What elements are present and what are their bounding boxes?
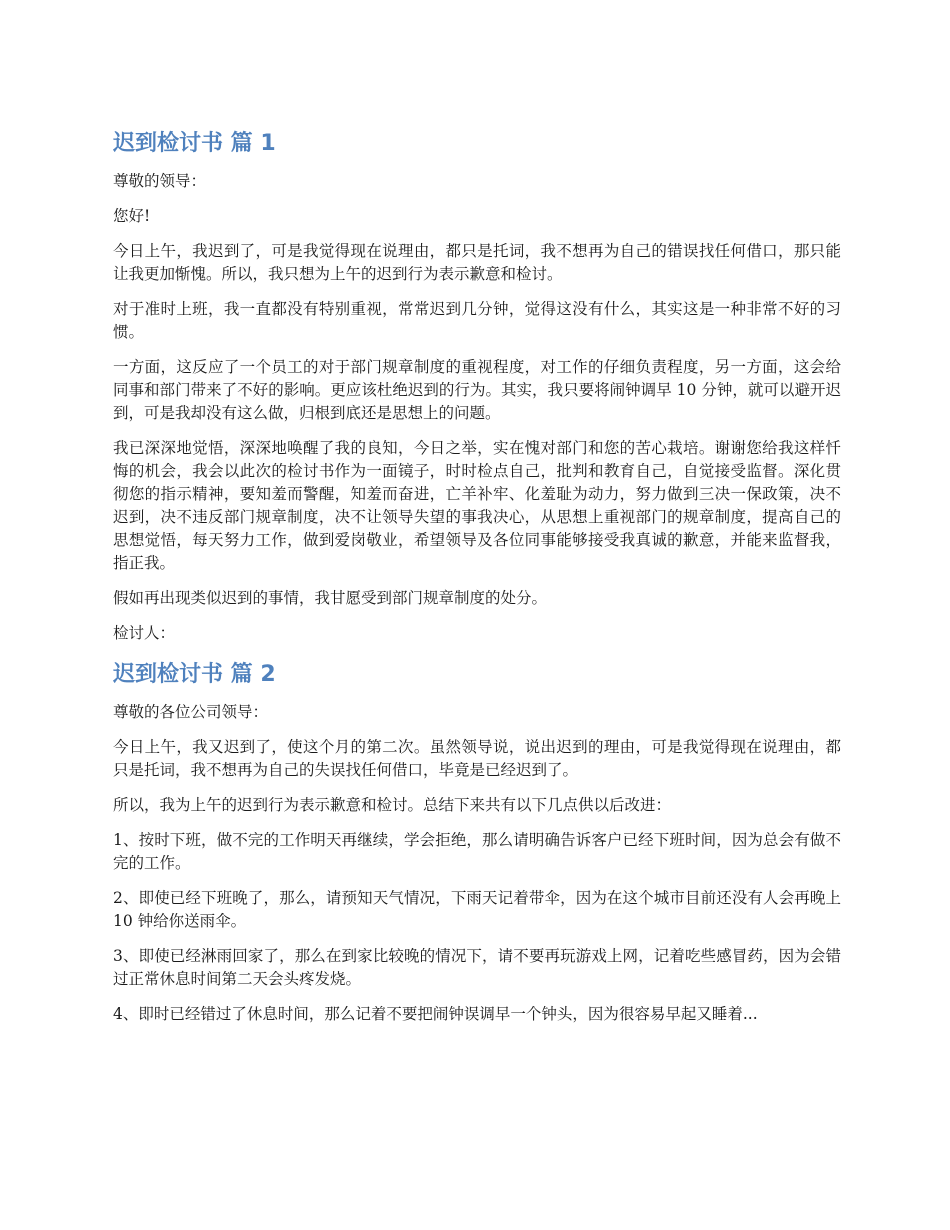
section-1-paragraph: 一方面，这反应了一个员工的对于部门规章制度的重视程度，对工作的仔细负责程度，另一方面，这会给同事和部门带来了不好的影响。更应该杜绝迟到的行为。其实，我只要将闹钟调早 10 分钟，就可以避开迟到，可是我却没有这么做，归根到底还是思想上的问题。 bbox=[113, 358, 841, 422]
section-1-title: 迟到检讨书 篇 1 bbox=[113, 131, 276, 156]
section-1-paragraph: 今日上午，我迟到了，可是我觉得现在说理由，都只是托词，我不想再为自己的错误找任何借口，那只能让我更加惭愧。所以，我只想为上午的迟到行为表示歉意和检讨。 bbox=[113, 242, 841, 283]
section-2-list-item: 3、即使已经淋雨回家了，那么在到家比较晚的情况下，请不要再玩游戏上网，记着吃些感冒药，因为会错过正常休息时间第二天会头疼发烧。 bbox=[113, 947, 841, 988]
section-2-paragraph: 今日上午，我又迟到了，使这个月的第二次。虽然领导说，说出迟到的理由，可是我觉得现在说理由，都只是托词，我不想再为自己的失误找任何借口，毕竟是已经迟到了。 bbox=[113, 738, 841, 779]
section-2-paragraph: 尊敬的各位公司领导： bbox=[113, 703, 269, 721]
section-2-list-item: 1、按时下班，做不完的工作明天再继续，学会拒绝，那么请明确告诉客户已经下班时间，因为总会有做不完的工作。 bbox=[113, 831, 841, 872]
section-2-paragraph: 所以，我为上午的迟到行为表示歉意和检讨。总结下来共有以下几点供以后改进： bbox=[113, 796, 672, 814]
section-1-paragraph: 您好! bbox=[113, 207, 151, 225]
document-page bbox=[113, 128, 841, 1038]
section-1-paragraph: 假如再出现类似迟到的事情，我甘愿受到部门规章制度的处分。 bbox=[113, 589, 548, 607]
section-1-paragraph: 尊敬的领导： bbox=[113, 172, 207, 190]
section-2-list-item: 4、即时已经错过了休息时间，那么记着不要把闹钟误调早一个钟头，因为很容易早起又睡着... bbox=[113, 1005, 758, 1023]
section-1-paragraph: 我已深深地觉悟，深深地唤醒了我的良知，今日之举，实在愧对部门和您的苦心栽培。谢谢您给我这样忏悔的机会，我会以此次的检讨书作为一面镜子，时时检点自己，批判和教育自己，自觉接受监督。深化贯彻您的指示精神，要知羞而警醒，知羞而奋进，亡羊补牢、化羞耻为动力，努力做到三决一保政策，决不迟到，决不违反部门规章制度，决不让领导失望的事我决心，从思想上重视部门的规章制度，提高自己的思想觉悟，每天努力工作，做到爱岗敬业，希望领导及各位同事能够接受我真诚的歉意，并能来监督我，指正我。 bbox=[113, 439, 841, 572]
section-2-title: 迟到检讨书 篇 2 bbox=[113, 662, 276, 687]
section-1-signature: 检讨人： bbox=[113, 624, 176, 642]
section-2-list-item: 2、即使已经下班晚了，那么，请预知天气情况，下雨天记着带伞，因为在这个城市目前还没有人会再晚上 10 钟给你送雨伞。 bbox=[113, 889, 841, 930]
section-1-paragraph: 对于准时上班，我一直都没有特别重视，常常迟到几分钟，觉得这没有什么，其实这是一种非常不好的习惯。 bbox=[113, 300, 841, 341]
